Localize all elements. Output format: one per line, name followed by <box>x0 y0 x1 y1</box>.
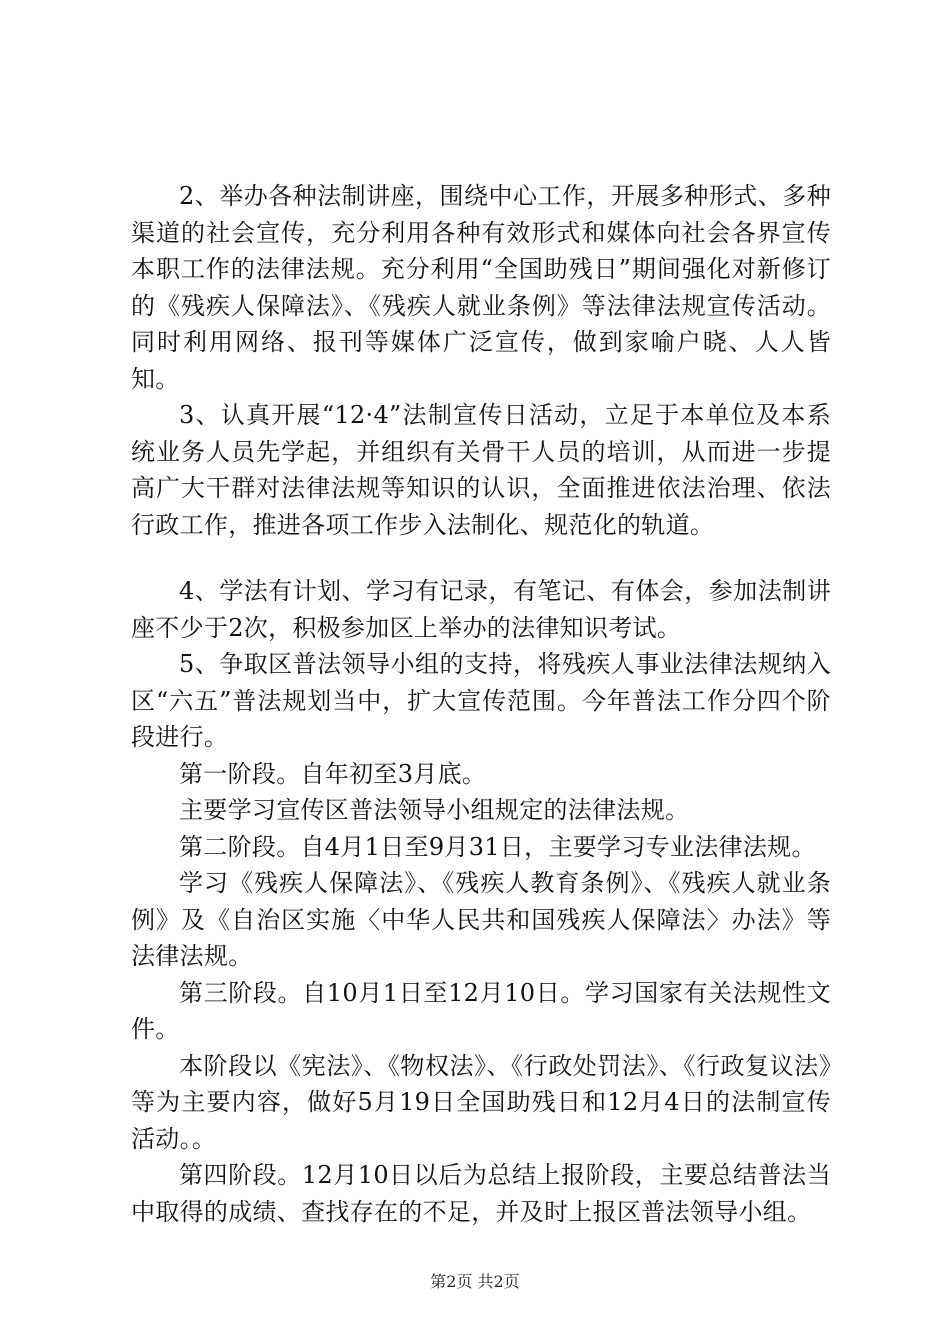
paragraph-stage-4: 第四阶段。12月10日以后为总结上报阶段，主要总结普法当中取得的成绩、查找存在的不足，并及时上报区普法领导小组。 <box>131 1161 831 1226</box>
document-body <box>131 178 831 1230</box>
paragraph-item-4: 4、学法有计划、学习有记录，有笔记、有体会，参加法制讲座不少于2次，积极参加区上举办的法律知识考试。 <box>131 577 831 642</box>
paragraph-item-2: 2、举办各种法制讲座，围绕中心工作，开展多种形式、多种渠道的社会宣传，充分利用各种有效形式和媒体向社会各界宣传本职工作的法律法规。充分利用“全国助残日”期间强化对新修订的《残疾人保障法》、《残疾人就业条例》等法律法规宣传活动。同时利用网络、报刊等媒体广泛宣传，做到家喻户晓、人人皆知。 <box>131 182 831 393</box>
paragraph-stage-2: 第二阶段。自4月1日至9月31日，主要学习专业法律法规。 <box>179 832 816 861</box>
paragraph-stage-3-detail: 本阶段以《宪法》、《物权法》、《行政处罚法》、《行政复议法》等为主要内容，做好5月19日全国助残日和12月4日的法制宣传活动。。 <box>131 1051 831 1153</box>
paragraph-stage-2-detail: 学习《残疾人保障法》、《残疾人教育条例》、《残疾人就业条例》及《自治区实施〈中华人民共和国残疾人保障法〉办法》等法律法规。 <box>131 869 831 970</box>
paragraph-item-5: 5、争取区普法领导小组的支持，将残疾人事业法律法规纳入区“六五”普法规划当中，扩大宣传范围。今年普法工作分四个阶段进行。 <box>131 650 831 751</box>
page-footer: 第2页 共2页 <box>430 1272 520 1291</box>
paragraph-stage-1: 第一阶段。自年初至3月底。 <box>179 759 487 788</box>
paragraph-stage-3: 第三阶段。自10月1日至12月10日。学习国家有关法规性文件。 <box>131 978 831 1043</box>
paragraph-item-3: 3、认真开展“12·4”法制宣传日活动，立足于本单位及本系统业务人员先学起，并组织有关骨干人员的培训，从而进一步提高广大干群对法律法规等知识的认识，全面推进依法治理、依法行政工作，推进各项工作步入法制化、规范化的轨道。 <box>131 401 831 539</box>
paragraph-stage-1-detail: 主要学习宣传区普法领导小组规定的法律法规。 <box>179 796 690 824</box>
